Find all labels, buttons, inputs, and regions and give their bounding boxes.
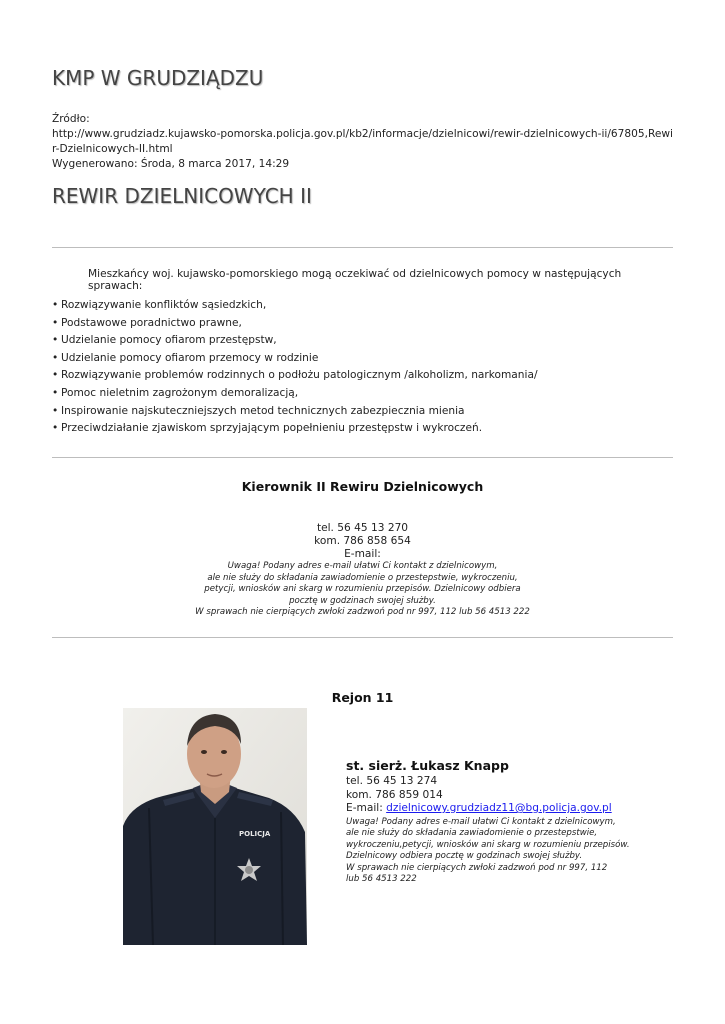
list-item: • Rozwiązywanie problemów rodzinnych o podłożu patologicznym /alkoholizm, narkomania/ [52,367,538,385]
manager-contact [52,522,673,619]
officer-kom: kom. 786 859 014 [346,788,443,801]
district-heading: Rejon 11 [331,690,394,705]
source-label: Źródło: [52,113,90,125]
source-meta [52,112,673,172]
source-url: http://www.grudziadz.kujawsko-pomorska.policja.gov.pl/kb2/informacje/dzielnicowi/rewir-dzielnicowych-ii/67805,Rewir-Dzielnicowych-II.html [52,128,674,155]
bullet-icon: • [52,351,59,364]
intro-text: Mieszkańcy woj. kujawsko-pomorskiego mogą oczekiwać od dzielnicowych pomocy w następujących sprawach: [88,268,622,292]
officer-email-link[interactable]: dzielnicowy.grudziadz11@bg.policja.gov.pl [386,802,612,814]
manager-heading: Kierownik II Rewiru Dzielnicowych [241,479,484,494]
bullet-icon: • [52,334,59,347]
manager-kom: kom. 786 858 654 [314,535,411,547]
list-item: • Pomoc nieletnim zagrożonym demoralizacją, [52,385,538,403]
site-title: KMP W GRUDZIĄDZU [52,66,264,90]
district-heading-block [52,690,673,705]
manager-email-label: E-mail: [344,548,381,560]
generated-date: Wygenerowano: Środa, 8 marca 2017, 14:29 [52,158,290,170]
bullet-icon: • [52,316,59,329]
list-item: • Przeciwdziałanie zjawiskom sprzyjającym popełnieniu przestępstw i wykroczeń. [52,420,538,438]
officer-notice: Uwaga! Podany adres e-mail ułatwi Ci kontakt z dzielnicowym, ale nie służy do składania zawiadomienie o przestepstwie, wykroczeniu,petycji, wniosków ani skarg w rozumieniu przepisów. Dzielnicowy odbiera pocztę w godzinach swojej służby. W sprawach nie cierpiących zwłoki zadzwoń pod nr 997, 112 lub 56 4513 222 [346,816,630,884]
bullet-icon: • [52,369,59,382]
manager-tel: tel. 56 45 13 270 [316,522,409,534]
list-item: • Podstawowe poradnictwo prawne, [52,315,538,333]
article-title: REWIR DZIELNICOWYCH II [52,184,312,208]
svg-text:POLICJA: POLICJA [239,830,271,838]
bullet-icon: • [52,386,59,399]
officer-photo [123,708,307,945]
manager-notice: Uwaga! Podany adres e-mail ułatwi Ci kontakt z dzielnicowym, ale nie służy do składania zawiadomienie o przestepstwie, wykroczeniu, petycji, wniosków ani skarg w rozumieniu przepisów. Dzielnicowy odbiera pocztę w godzinach swojej służby. W sprawach nie cierpiących zwłoki zadzwoń pod nr 997, 112 lub 56 4513 222 [195,561,530,617]
bullet-icon: • [52,404,59,417]
services-list [52,297,538,438]
divider [52,637,673,638]
manager-heading-block [52,479,673,494]
officer-card [346,758,646,886]
officer-tel: tel. 56 45 13 274 [346,775,438,787]
bullet-icon: • [52,422,59,435]
officer-email-line: E-mail: dzielnicowy.grudziadz11@bg.policja.gov.pl [346,802,612,814]
divider [52,247,673,248]
bullet-icon: • [52,299,59,311]
list-item: • Udzielanie pomocy ofiarom przestępstw, [52,332,538,350]
list-item: • Inspirowanie najskuteczniejszych metod technicznych zabezpiecznia mienia [52,403,538,421]
officer-name: st. sierż. Łukasz Knapp [346,758,509,773]
list-item: • Udzielanie pomocy ofiarom przemocy w rodzinie [52,350,538,368]
divider [52,457,673,458]
list-item: • Rozwiązywanie konfliktów sąsiedzkich, [52,297,538,315]
